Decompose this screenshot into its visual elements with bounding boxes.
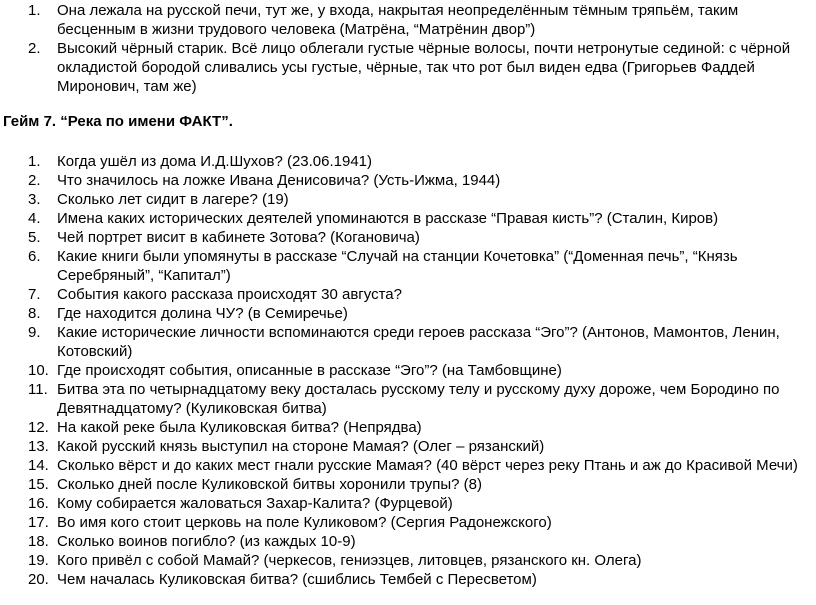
list-item-text: Имена каких исторических деятелей упоминаются в рассказе “Правая кисть”? (Сталин, Киров) [57,210,719,227]
list-item-number: 1. [28,2,41,19]
section-heading: Гейм 7. “Река по имени ФАКТ”. [3,113,233,130]
list-item-text: Высокий чёрный старик. Всё лицо облегали густые чёрные волосы, почти нетронутые сединой: с чёрной окладистой бородой сливались усы густые, чёрные, так что рот был виден едва (Григорьев Фаддей Миронович, там же) [57,40,791,95]
list-item [0,285,816,304]
list-item-number: 10. [28,362,49,379]
list-item-text: Чей портрет висит в кабинете Зотова? (Когановича) [57,229,420,246]
list-item-text: Во имя кого стоит церковь на поле Куликовом? (Сергия Радонежского) [57,514,552,531]
list-item-number: 18. [28,533,49,550]
list-item-text: Битва эта по четырнадцатому веку досталась русскому телу и русскому духу дороже, чем Бородино по Девятнадцатому? (Куликовская битва) [57,381,780,417]
list-item [0,152,816,171]
list-item [0,380,816,418]
list-item [0,323,816,361]
list-item-text: Кого привёл с собой Мамай? (черкесов, гениэзцев, литовцев, рязанского кн. Олега) [57,552,642,569]
list-item [0,456,816,475]
list-item-number: 17. [28,514,49,531]
list-item-text: Кому собирается жаловаться Захар-Калита? (Фурцевой) [57,495,453,512]
list-item [0,532,816,551]
list-item [0,1,816,39]
list-item [0,513,816,532]
list-item-text: Где происходят события, описанные в рассказе “Эго”? (на Тамбовщине) [57,362,562,379]
list-item-text: Какие книги были упомянуты в рассказе “Случай на станции Кочетовка” (“Доменная печь”, “Князь Серебряный”, “Капитал”) [57,248,738,284]
list-item [0,437,816,456]
questions-list [0,152,816,589]
list-item-text: Когда ушёл из дома И.Д.Шухов? (23.06.1941) [57,153,373,170]
list-item [0,228,816,247]
list-item [0,475,816,494]
list-item [0,494,816,513]
list-item-number: 3. [28,191,41,208]
list-item-number: 9. [28,324,41,341]
list-item [0,171,816,190]
list-item-text: Чем началась Куликовская битва? (сшиблись Тембей с Пересветом) [57,571,537,588]
list-item-text: Сколько воинов погибло? (из каждых 10-9) [57,533,356,550]
list-item [0,304,816,323]
list-item-text: Какой русский князь выступил на стороне Мамая? (Олег – рязанский) [57,438,545,455]
list-item-number: 2. [28,172,41,189]
list-item-number: 13. [28,438,49,455]
list-item-number: 4. [28,210,41,227]
list-item-text: Где находится долина ЧУ? (в Семиречье) [57,305,348,322]
list-item-text: Сколько дней после Куликовской битвы хоронили трупы? (8) [57,476,482,493]
list-item [0,551,816,570]
list-item-number: 19. [28,552,49,569]
list-item-number: 2. [28,40,41,57]
list-item [0,39,816,96]
list-item-number: 8. [28,305,41,322]
list-item-number: 15. [28,476,49,493]
list-item-text: Сколько вёрст и до каких мест гнали русские Мамая? (40 вёрст через реку Птань и аж до Красивой Мечи) [57,457,798,474]
list-item [0,418,816,437]
list-item-text: На какой реке была Куликовская битва? (Непрядва) [57,419,422,436]
list-item-number: 12. [28,419,49,436]
list-item [0,209,816,228]
list-item-number: 20. [28,571,49,588]
list-item-number: 14. [28,457,49,474]
list-item-text: Что значилось на ложке Ивана Денисовича? (Усть-Ижма, 1944) [57,172,501,189]
list-item [0,361,816,380]
list-item [0,190,816,209]
list-item-text: События какого рассказа происходят 30 августа? [57,286,402,303]
list-item-text: Какие исторические личности вспоминаются среди героев рассказа “Эго”? (Антонов, Мамонтов, Ленин, Котовский) [57,324,780,360]
list-item [0,570,816,589]
list-item-number: 6. [28,248,41,265]
list-item-text: Сколько лет сидит в лагере? (19) [57,191,289,208]
list-item-number: 1. [28,153,41,170]
list-item-number: 7. [28,286,41,303]
list-item [0,247,816,285]
list-item-number: 16. [28,495,49,512]
intro-list [0,1,816,96]
list-item-number: 5. [28,229,41,246]
list-item-number: 11. [28,381,48,398]
list-item-text: Она лежала на русской печи, тут же, у входа, накрытая неопределённым тёмным тряпьём, таким бесценным в жизни трудового человека (Матрёна, “Матрёнин двор”) [57,2,739,38]
